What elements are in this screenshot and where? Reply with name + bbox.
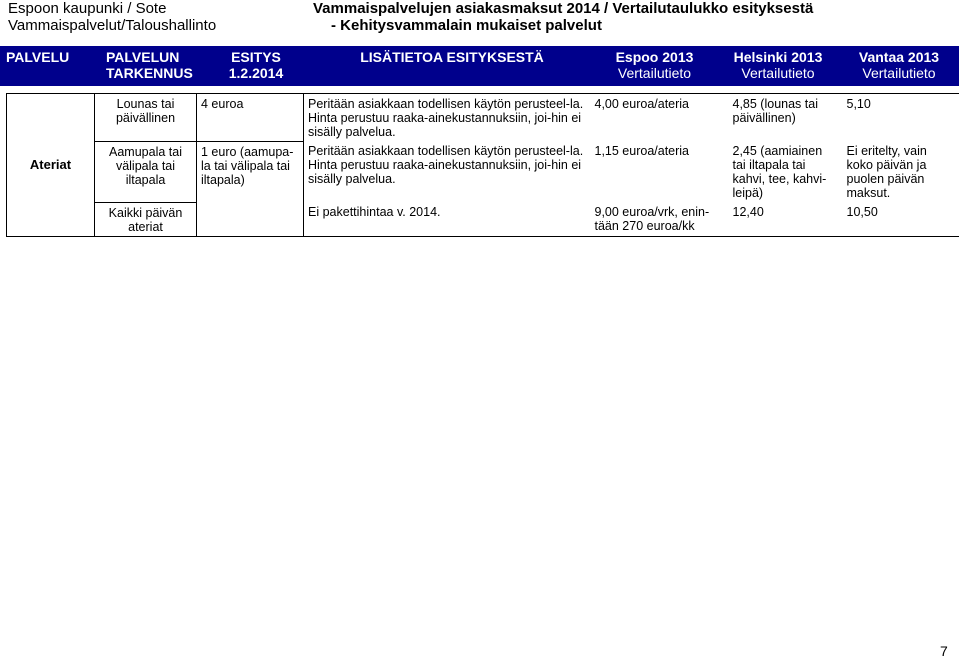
org-line-2: Vammaispalvelut/Taloushallinto [8, 17, 217, 34]
helsinki-cell: 12,40 [729, 202, 843, 236]
lisatietoa-cell: Peritään asiakkaan todellisen käytön perusteel-la. Hinta perustuu raaka-ainekustannuksiin, joi-hin ei sisälly palvelua. [304, 94, 591, 142]
header-helsinki: Helsinki 2013 Vertailutieto [733, 49, 823, 81]
fees-table [6, 93, 959, 237]
category-cell: Ateriat [7, 94, 95, 237]
vantaa-cell: Ei eritelty, vain koko päivän ja puolen päivän maksut. [846, 144, 927, 200]
organization-header [8, 0, 216, 34]
tarkennus-cell: Kaikki päivän ateriat [95, 202, 197, 236]
esitys-cell: 1 euro (aamupa-la tai välipala tai iltapala) [197, 141, 304, 202]
esitys-cell [197, 202, 304, 236]
header-palvelu: PALVELU [6, 49, 70, 65]
tarkennus-cell: Lounas tai päivällinen [95, 94, 197, 142]
espoo-cell: 9,00 euroa/vrk, enin-tään 270 euroa/kk [591, 202, 729, 236]
lisatietoa-cell: Peritään asiakkaan todellisen käytön perusteel-la. Hinta perustuu raaka-ainekustannuksiin, joi-hin ei sisälly palvelua. [308, 144, 584, 186]
tarkennus-cell: Aamupala tai välipala tai iltapala [95, 141, 197, 202]
helsinki-cell: 2,45 (aamiainen tai iltapala tai kahvi, tee, kahvi-leipä) [732, 144, 827, 200]
header-esitys: ESITYS 1.2.2014 [228, 49, 284, 81]
espoo-cell: 4,00 euroa/ateria [591, 94, 729, 142]
table-row [7, 202, 959, 236]
table-row [7, 94, 959, 142]
vantaa-cell: 5,10 [843, 94, 959, 142]
table-row [7, 141, 959, 202]
title-line-1: Vammaispalvelujen asiakasmaksut 2014 / Vertailutaulukko esityksestä [313, 0, 814, 17]
espoo-cell: 1,15 euroa/ateria [594, 144, 690, 158]
header-tarkennus: PALVELUN TARKENNUS [106, 49, 193, 81]
page-number: 7 [940, 643, 948, 659]
header-lisatietoa: LISÄTIETOA ESITYKSESTÄ [360, 49, 544, 65]
esitys-cell: 4 euroa [197, 94, 304, 142]
header-vantaa: Vantaa 2013 Vertailutieto [858, 49, 940, 81]
header-espoo: Espoo 2013 Vertailutieto [615, 49, 694, 81]
vantaa-cell: 10,50 [843, 202, 959, 236]
org-line-1: Espoon kaupunki / Sote [8, 0, 167, 17]
helsinki-cell: 4,85 (lounas tai päivällinen) [729, 94, 843, 142]
title-line-2: - Kehitysvammalain mukaiset palvelut [331, 17, 602, 34]
column-header-bar [0, 46, 959, 86]
document-title [313, 0, 813, 34]
lisatietoa-cell: Ei pakettihintaa v. 2014. [304, 202, 591, 236]
